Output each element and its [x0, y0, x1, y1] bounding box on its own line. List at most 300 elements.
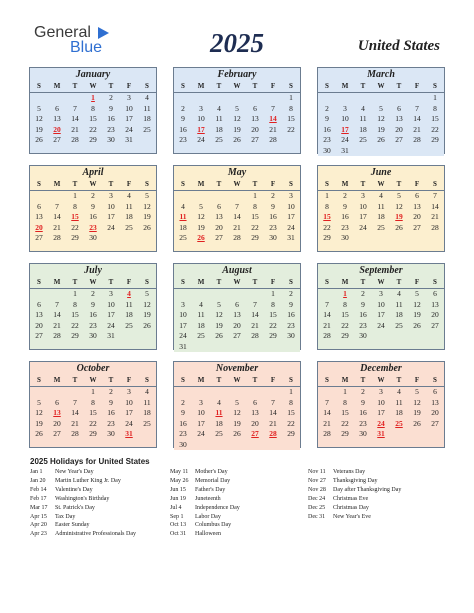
day-cell: 23: [269, 222, 277, 232]
day-cell: 18: [197, 320, 205, 330]
day-cell: 29: [431, 135, 439, 144]
day-cell: 10: [377, 397, 385, 407]
day-cell: 7: [235, 201, 239, 211]
day-cell: 10: [179, 310, 187, 319]
empty-cell: [390, 93, 408, 104]
day-cell: 24: [179, 331, 187, 340]
holiday-day-cell: 25: [395, 418, 403, 428]
day-cell: 31: [287, 233, 295, 242]
day-cell: 16: [179, 418, 187, 428]
day-cell: 19: [233, 124, 241, 134]
month-february: [173, 67, 301, 154]
weekday-label: F: [126, 278, 132, 286]
day-cell: 25: [197, 331, 205, 340]
day-cell: 14: [233, 212, 241, 221]
day-cell: 8: [343, 299, 347, 309]
empty-cell: [228, 387, 246, 398]
day-cell: 12: [233, 114, 241, 123]
weekday-label: T: [252, 376, 258, 384]
day-cell: 3: [109, 289, 113, 298]
weekday-label: S: [289, 82, 293, 90]
holiday-row: [170, 504, 240, 513]
day-cell: 3: [379, 289, 383, 298]
weekday-label: T: [108, 180, 114, 188]
holiday-date: Apr 15: [30, 513, 47, 520]
day-cell: 14: [413, 114, 421, 123]
month-november: [173, 361, 301, 448]
holiday-day-cell: 31: [125, 429, 133, 438]
day-cell: 16: [89, 212, 97, 221]
day-cell: 17: [107, 212, 115, 221]
month-title: December: [360, 363, 402, 374]
day-cell: 23: [359, 418, 367, 428]
day-cell: 9: [289, 299, 293, 309]
day-cell: 5: [235, 397, 239, 407]
day-cell: 22: [251, 222, 259, 232]
holiday-name: Martin Luther King Jr. Day: [55, 477, 121, 484]
holiday-day-cell: 20: [35, 222, 43, 232]
day-cell: 13: [431, 299, 439, 309]
day-cell: 3: [127, 387, 131, 396]
month-title: June: [370, 167, 392, 178]
weekday-label: M: [341, 278, 349, 286]
day-cell: 8: [343, 397, 347, 407]
day-cell: 17: [359, 212, 367, 221]
holiday-row: [30, 468, 136, 477]
weekday-label: F: [414, 180, 420, 188]
day-grid: [174, 190, 300, 244]
day-cell: 22: [287, 418, 295, 428]
day-cell: 21: [71, 124, 79, 134]
holiday-row: [308, 495, 401, 504]
empty-cell: [210, 387, 228, 398]
day-cell: 11: [377, 201, 385, 211]
holiday-row: [308, 477, 401, 486]
day-grid: [30, 190, 156, 244]
day-cell: 5: [397, 191, 401, 200]
day-cell: 8: [91, 103, 95, 113]
day-cell: 8: [271, 299, 275, 309]
holiday-name: Valentine's Day: [55, 486, 93, 493]
holiday-date: Nov 27: [308, 477, 326, 484]
day-cell: 15: [341, 408, 349, 417]
day-cell: 17: [197, 418, 205, 428]
day-cell: 16: [269, 212, 277, 221]
holiday-day-cell: 11: [215, 408, 223, 417]
day-cell: 7: [253, 299, 257, 309]
day-cell: 29: [71, 233, 79, 242]
day-cell: 5: [145, 289, 149, 298]
day-cell: 16: [359, 408, 367, 417]
day-cell: 29: [341, 429, 349, 438]
weekday-label: S: [145, 180, 149, 188]
day-grid: [318, 190, 444, 244]
day-cell: 4: [379, 191, 383, 200]
holiday-date: Jan 1: [30, 469, 43, 475]
day-cell: 5: [217, 299, 221, 309]
day-cell: 16: [107, 408, 115, 417]
day-cell: 15: [71, 310, 79, 319]
day-cell: 15: [341, 310, 349, 319]
day-cell: 24: [107, 222, 115, 232]
day-cell: 22: [89, 418, 97, 428]
day-cell: 28: [431, 222, 439, 232]
holiday-day-cell: 17: [197, 124, 205, 134]
day-cell: 12: [35, 408, 43, 417]
holiday-row: [30, 504, 136, 513]
holidays-title: 2025 Holidays for United States: [30, 457, 150, 466]
day-cell: 23: [89, 320, 97, 330]
day-cell: 4: [217, 397, 221, 407]
day-cell: 15: [431, 114, 439, 123]
day-cell: 8: [325, 201, 329, 211]
day-cell: 14: [269, 408, 277, 417]
day-cell: 19: [197, 222, 205, 232]
day-cell: 26: [215, 331, 223, 340]
weekday-label: M: [197, 278, 205, 286]
day-cell: 2: [361, 387, 365, 396]
day-cell: 25: [359, 135, 367, 144]
holiday-row: [170, 486, 240, 495]
day-cell: 1: [271, 289, 275, 298]
day-cell: 17: [377, 310, 385, 319]
day-cell: 8: [289, 397, 293, 407]
weekday-label: W: [89, 180, 97, 188]
weekday-label: F: [126, 180, 132, 188]
day-cell: 16: [107, 114, 115, 123]
day-cell: 30: [269, 233, 277, 242]
day-cell: 28: [323, 331, 331, 340]
empty-cell: [48, 191, 66, 202]
day-cell: 28: [233, 233, 241, 242]
day-grid: [174, 288, 300, 352]
day-cell: 20: [233, 320, 241, 330]
holiday-name: Easter Sunday: [55, 522, 90, 529]
day-cell: 11: [359, 114, 367, 123]
month-title: January: [75, 69, 111, 80]
day-cell: 23: [107, 124, 115, 134]
day-cell: 5: [199, 201, 203, 211]
day-cell: 15: [89, 408, 97, 417]
day-cell: 28: [323, 429, 331, 438]
day-cell: 6: [37, 299, 41, 309]
day-cell: 6: [37, 201, 41, 211]
month-title: February: [217, 69, 257, 80]
holiday-row: [170, 513, 240, 522]
day-cell: 24: [341, 135, 349, 144]
day-cell: 18: [143, 114, 151, 123]
holiday-row: [170, 530, 240, 539]
holiday-column: [30, 468, 136, 539]
day-cell: 28: [269, 135, 277, 144]
day-cell: 25: [143, 124, 151, 134]
holiday-name: Mother's Day: [195, 469, 228, 475]
day-cell: 14: [53, 310, 61, 319]
weekday-label: T: [252, 278, 258, 286]
day-cell: 25: [125, 320, 133, 330]
weekday-label: W: [377, 278, 385, 286]
weekday-label: T: [72, 180, 78, 188]
day-cell: 26: [413, 320, 421, 330]
day-cell: 10: [125, 397, 133, 407]
day-cell: 26: [377, 135, 385, 144]
day-grid: [318, 288, 444, 342]
holiday-date: Jan 20: [30, 477, 46, 484]
logo-text-blue: Blue: [70, 39, 103, 56]
day-cell: 24: [287, 222, 295, 232]
day-cell: 19: [143, 310, 151, 319]
page-title-year: 2025: [210, 28, 264, 58]
day-grid: [174, 386, 300, 450]
empty-cell: [318, 93, 336, 104]
day-cell: 16: [89, 310, 97, 319]
day-cell: 1: [73, 289, 77, 298]
day-cell: 12: [35, 114, 43, 123]
weekday-label: T: [360, 180, 366, 188]
holiday-name: New Year's Eve: [333, 513, 371, 520]
day-cell: 18: [395, 310, 403, 319]
day-cell: 3: [199, 397, 203, 407]
day-cell: 30: [359, 331, 367, 340]
day-cell: 12: [143, 299, 151, 309]
holiday-date: Mar 17: [30, 504, 48, 511]
weekday-header: [30, 179, 156, 190]
weekday-label: M: [197, 376, 205, 384]
day-cell: 6: [253, 397, 257, 407]
day-cell: 10: [197, 408, 205, 417]
day-cell: 7: [271, 103, 275, 113]
empty-cell: [192, 387, 210, 398]
day-cell: 1: [289, 387, 293, 396]
holiday-name: Thanksgiving Day: [333, 477, 378, 484]
day-cell: 23: [359, 320, 367, 330]
day-cell: 26: [35, 135, 43, 144]
holiday-day-cell: 23: [89, 222, 97, 232]
day-cell: 28: [413, 135, 421, 144]
weekday-label: F: [270, 376, 276, 384]
weekday-header: [318, 179, 444, 190]
day-cell: 22: [287, 124, 295, 134]
day-cell: 11: [395, 397, 403, 407]
day-cell: 20: [251, 418, 259, 428]
day-cell: 18: [125, 310, 133, 319]
day-cell: 7: [73, 103, 77, 113]
holiday-row: [170, 521, 240, 530]
day-cell: 8: [73, 201, 77, 211]
day-cell: 24: [377, 320, 385, 330]
day-cell: 1: [73, 191, 77, 200]
day-cell: 26: [143, 320, 151, 330]
day-cell: 18: [359, 124, 367, 134]
empty-cell: [246, 93, 264, 104]
holiday-name: Father's Day: [195, 486, 226, 493]
day-cell: 2: [181, 103, 185, 113]
holiday-name: Independence Day: [195, 504, 240, 511]
day-cell: 25: [179, 233, 187, 242]
day-cell: 15: [251, 212, 259, 221]
day-cell: 4: [217, 103, 221, 113]
day-cell: 27: [431, 418, 439, 428]
day-cell: 21: [269, 124, 277, 134]
day-cell: 22: [341, 418, 349, 428]
day-cell: 11: [143, 397, 151, 407]
day-cell: 24: [197, 135, 205, 144]
weekday-label: S: [325, 180, 329, 188]
day-cell: 7: [433, 191, 437, 200]
holiday-name: Christmas Day: [333, 504, 369, 511]
empty-cell: [210, 93, 228, 104]
day-cell: 6: [253, 103, 257, 113]
day-cell: 28: [71, 429, 79, 438]
weekday-label: W: [377, 376, 385, 384]
empty-cell: [246, 289, 264, 300]
weekday-label: W: [233, 82, 241, 90]
day-cell: 6: [397, 103, 401, 113]
day-cell: 10: [341, 114, 349, 123]
holiday-day-cell: 1: [91, 93, 95, 102]
weekday-label: T: [108, 376, 114, 384]
day-cell: 7: [325, 299, 329, 309]
month-october: [29, 361, 157, 448]
holiday-date: Apr 20: [30, 522, 47, 529]
day-cell: 19: [377, 124, 385, 134]
empty-cell: [318, 387, 336, 398]
day-cell: 28: [251, 331, 259, 340]
weekday-label: S: [433, 278, 437, 286]
day-grid: [318, 386, 444, 440]
day-grid: [174, 92, 300, 146]
day-cell: 21: [431, 212, 439, 221]
day-cell: 10: [107, 201, 115, 211]
day-cell: 21: [71, 418, 79, 428]
day-cell: 31: [125, 135, 133, 144]
day-cell: 3: [289, 191, 293, 200]
empty-cell: [354, 93, 372, 104]
weekday-label: M: [53, 82, 61, 90]
day-cell: 9: [91, 201, 95, 211]
holiday-row: [30, 530, 136, 539]
day-cell: 12: [395, 201, 403, 211]
empty-cell: [228, 93, 246, 104]
holiday-day-cell: 19: [395, 212, 403, 221]
day-cell: 21: [251, 320, 259, 330]
day-cell: 11: [125, 201, 133, 211]
day-cell: 13: [413, 201, 421, 211]
day-cell: 18: [179, 222, 187, 232]
day-cell: 30: [179, 439, 187, 449]
day-cell: 1: [343, 387, 347, 396]
weekday-header: [318, 81, 444, 92]
day-cell: 13: [233, 310, 241, 319]
weekday-header: [174, 277, 300, 288]
weekday-label: T: [396, 82, 402, 90]
day-cell: 24: [125, 124, 133, 134]
day-cell: 28: [53, 233, 61, 242]
day-cell: 18: [215, 418, 223, 428]
month-title: May: [227, 167, 247, 178]
weekday-header: [318, 375, 444, 386]
day-cell: 2: [109, 387, 113, 396]
day-cell: 5: [37, 103, 41, 113]
day-cell: 3: [109, 191, 113, 200]
weekday-header: [174, 179, 300, 190]
weekday-label: T: [360, 376, 366, 384]
holiday-date: May 26: [170, 477, 189, 484]
day-cell: 7: [73, 397, 77, 407]
day-cell: 25: [125, 222, 133, 232]
holiday-day-cell: 28: [269, 429, 277, 438]
day-cell: 1: [289, 93, 293, 102]
day-cell: 27: [395, 135, 403, 144]
day-cell: 23: [179, 429, 187, 438]
holiday-row: [308, 468, 401, 477]
empty-cell: [210, 289, 228, 300]
holiday-name: Christmas Eve: [333, 495, 369, 502]
holiday-name: Washington's Birthday: [55, 495, 110, 502]
weekday-label: S: [181, 278, 185, 286]
weekday-label: S: [433, 376, 437, 384]
day-cell: 11: [143, 103, 151, 113]
weekday-label: S: [289, 376, 293, 384]
day-cell: 14: [323, 408, 331, 417]
weekday-label: T: [252, 82, 258, 90]
holiday-day-cell: 13: [53, 408, 61, 417]
day-cell: 15: [287, 408, 295, 417]
day-cell: 20: [251, 124, 259, 134]
day-cell: 4: [127, 191, 131, 200]
holiday-date: Feb 17: [30, 495, 47, 502]
day-cell: 9: [91, 299, 95, 309]
holiday-date: Jun 19: [170, 495, 186, 502]
day-cell: 23: [287, 320, 295, 330]
month-january: [29, 67, 157, 154]
holiday-name: St. Patrick's Day: [55, 504, 95, 511]
day-cell: 28: [53, 331, 61, 340]
day-cell: 8: [253, 201, 257, 211]
weekday-label: S: [325, 278, 329, 286]
day-cell: 9: [361, 299, 365, 309]
day-cell: 23: [179, 135, 187, 144]
day-cell: 9: [109, 103, 113, 113]
day-cell: 4: [181, 201, 185, 211]
holiday-date: May 11: [170, 469, 189, 475]
weekday-label: S: [37, 82, 41, 90]
day-cell: 13: [251, 114, 259, 123]
day-cell: 9: [343, 201, 347, 211]
holiday-row: [170, 477, 240, 486]
weekday-header: [30, 277, 156, 288]
day-cell: 16: [287, 310, 295, 319]
weekday-label: T: [396, 180, 402, 188]
day-cell: 9: [181, 114, 185, 123]
holiday-day-cell: 14: [269, 114, 277, 123]
weekday-header: [30, 81, 156, 92]
weekday-label: F: [126, 82, 132, 90]
day-cell: 19: [413, 408, 421, 417]
day-cell: 22: [269, 320, 277, 330]
day-cell: 16: [179, 124, 187, 134]
month-title: August: [222, 265, 252, 276]
day-cell: 21: [233, 222, 241, 232]
weekday-label: S: [181, 180, 185, 188]
empty-cell: [30, 93, 48, 104]
weekday-label: S: [181, 82, 185, 90]
day-cell: 2: [109, 93, 113, 102]
day-cell: 1: [433, 93, 437, 102]
weekday-label: W: [89, 82, 97, 90]
weekday-label: W: [89, 376, 97, 384]
day-cell: 30: [107, 429, 115, 438]
